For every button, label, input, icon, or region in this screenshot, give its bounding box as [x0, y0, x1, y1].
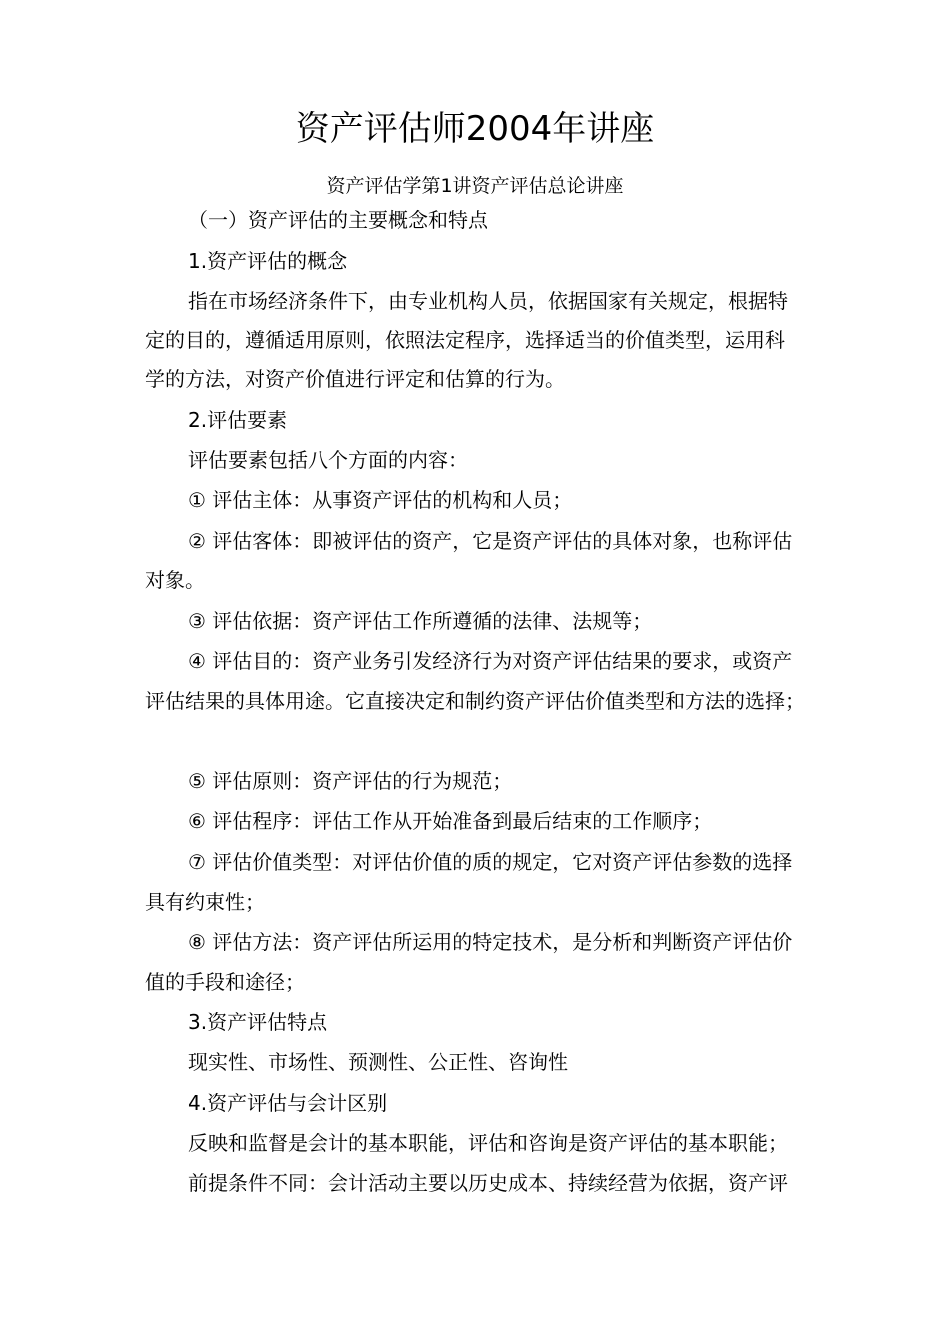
list-item: ⑦ 评估价值类型：对评估价值的质的规定，它对资产评估参数的选择	[188, 850, 793, 874]
list-item-continuation: 评估结果的具体用途。它直接决定和制约资产评估价值类型和方法的选择；	[145, 689, 805, 713]
list-item-continuation: 具有约束性；	[145, 890, 265, 914]
list-item-continuation: 值的手段和途径；	[145, 970, 305, 994]
list-item: ④ 评估目的：资产业务引发经济行为对资产评估结果的要求，或资产	[188, 649, 793, 673]
list-item: ⑤ 评估原则：资产评估的行为规范；	[188, 769, 513, 793]
list-item: ③ 评估依据：资产评估工作所遵循的法律、法规等；	[188, 609, 653, 633]
list-item: ② 评估客体：即被评估的资产，它是资产评估的具体对象，也称评估	[188, 529, 793, 553]
list-item: ① 评估主体：从事资产评估的机构和人员；	[188, 488, 573, 512]
paragraph-line: 反映和监督是会计的基本职能，评估和咨询是资产评估的基本职能；	[188, 1131, 788, 1155]
paragraph-line: 学的方法，对资产价值进行评定和估算的行为。	[145, 367, 565, 391]
subsection-heading: 2.评估要素	[188, 408, 288, 432]
paragraph-line: 评估要素包括八个方面的内容：	[188, 448, 468, 472]
section-heading: （一）资产评估的主要概念和特点	[188, 208, 488, 232]
list-item: ⑥ 评估程序：评估工作从开始准备到最后结束的工作顺序；	[188, 809, 713, 833]
paragraph-line: 定的目的，遵循适用原则，依照法定程序，选择适当的价值类型，运用科	[145, 328, 785, 352]
list-item: ⑧ 评估方法：资产评估所运用的特定技术，是分析和判断资产评估价	[188, 930, 793, 954]
document-title: 资产评估师2004年讲座	[295, 109, 655, 149]
subsection-heading: 3.资产评估特点	[188, 1010, 328, 1034]
paragraph-line: 指在市场经济条件下，由专业机构人员，依据国家有关规定，根据特	[188, 289, 788, 313]
list-item-continuation: 对象。	[145, 568, 205, 592]
subsection-heading: 4.资产评估与会计区别	[188, 1091, 388, 1115]
document-subtitle: 资产评估学第1讲资产评估总论讲座	[326, 175, 624, 197]
paragraph-line: 现实性、市场性、预测性、公正性、咨询性	[188, 1050, 568, 1074]
subsection-heading: 1.资产评估的概念	[188, 249, 348, 273]
paragraph-line: 前提条件不同：会计活动主要以历史成本、持续经营为依据，资产评	[188, 1171, 788, 1195]
